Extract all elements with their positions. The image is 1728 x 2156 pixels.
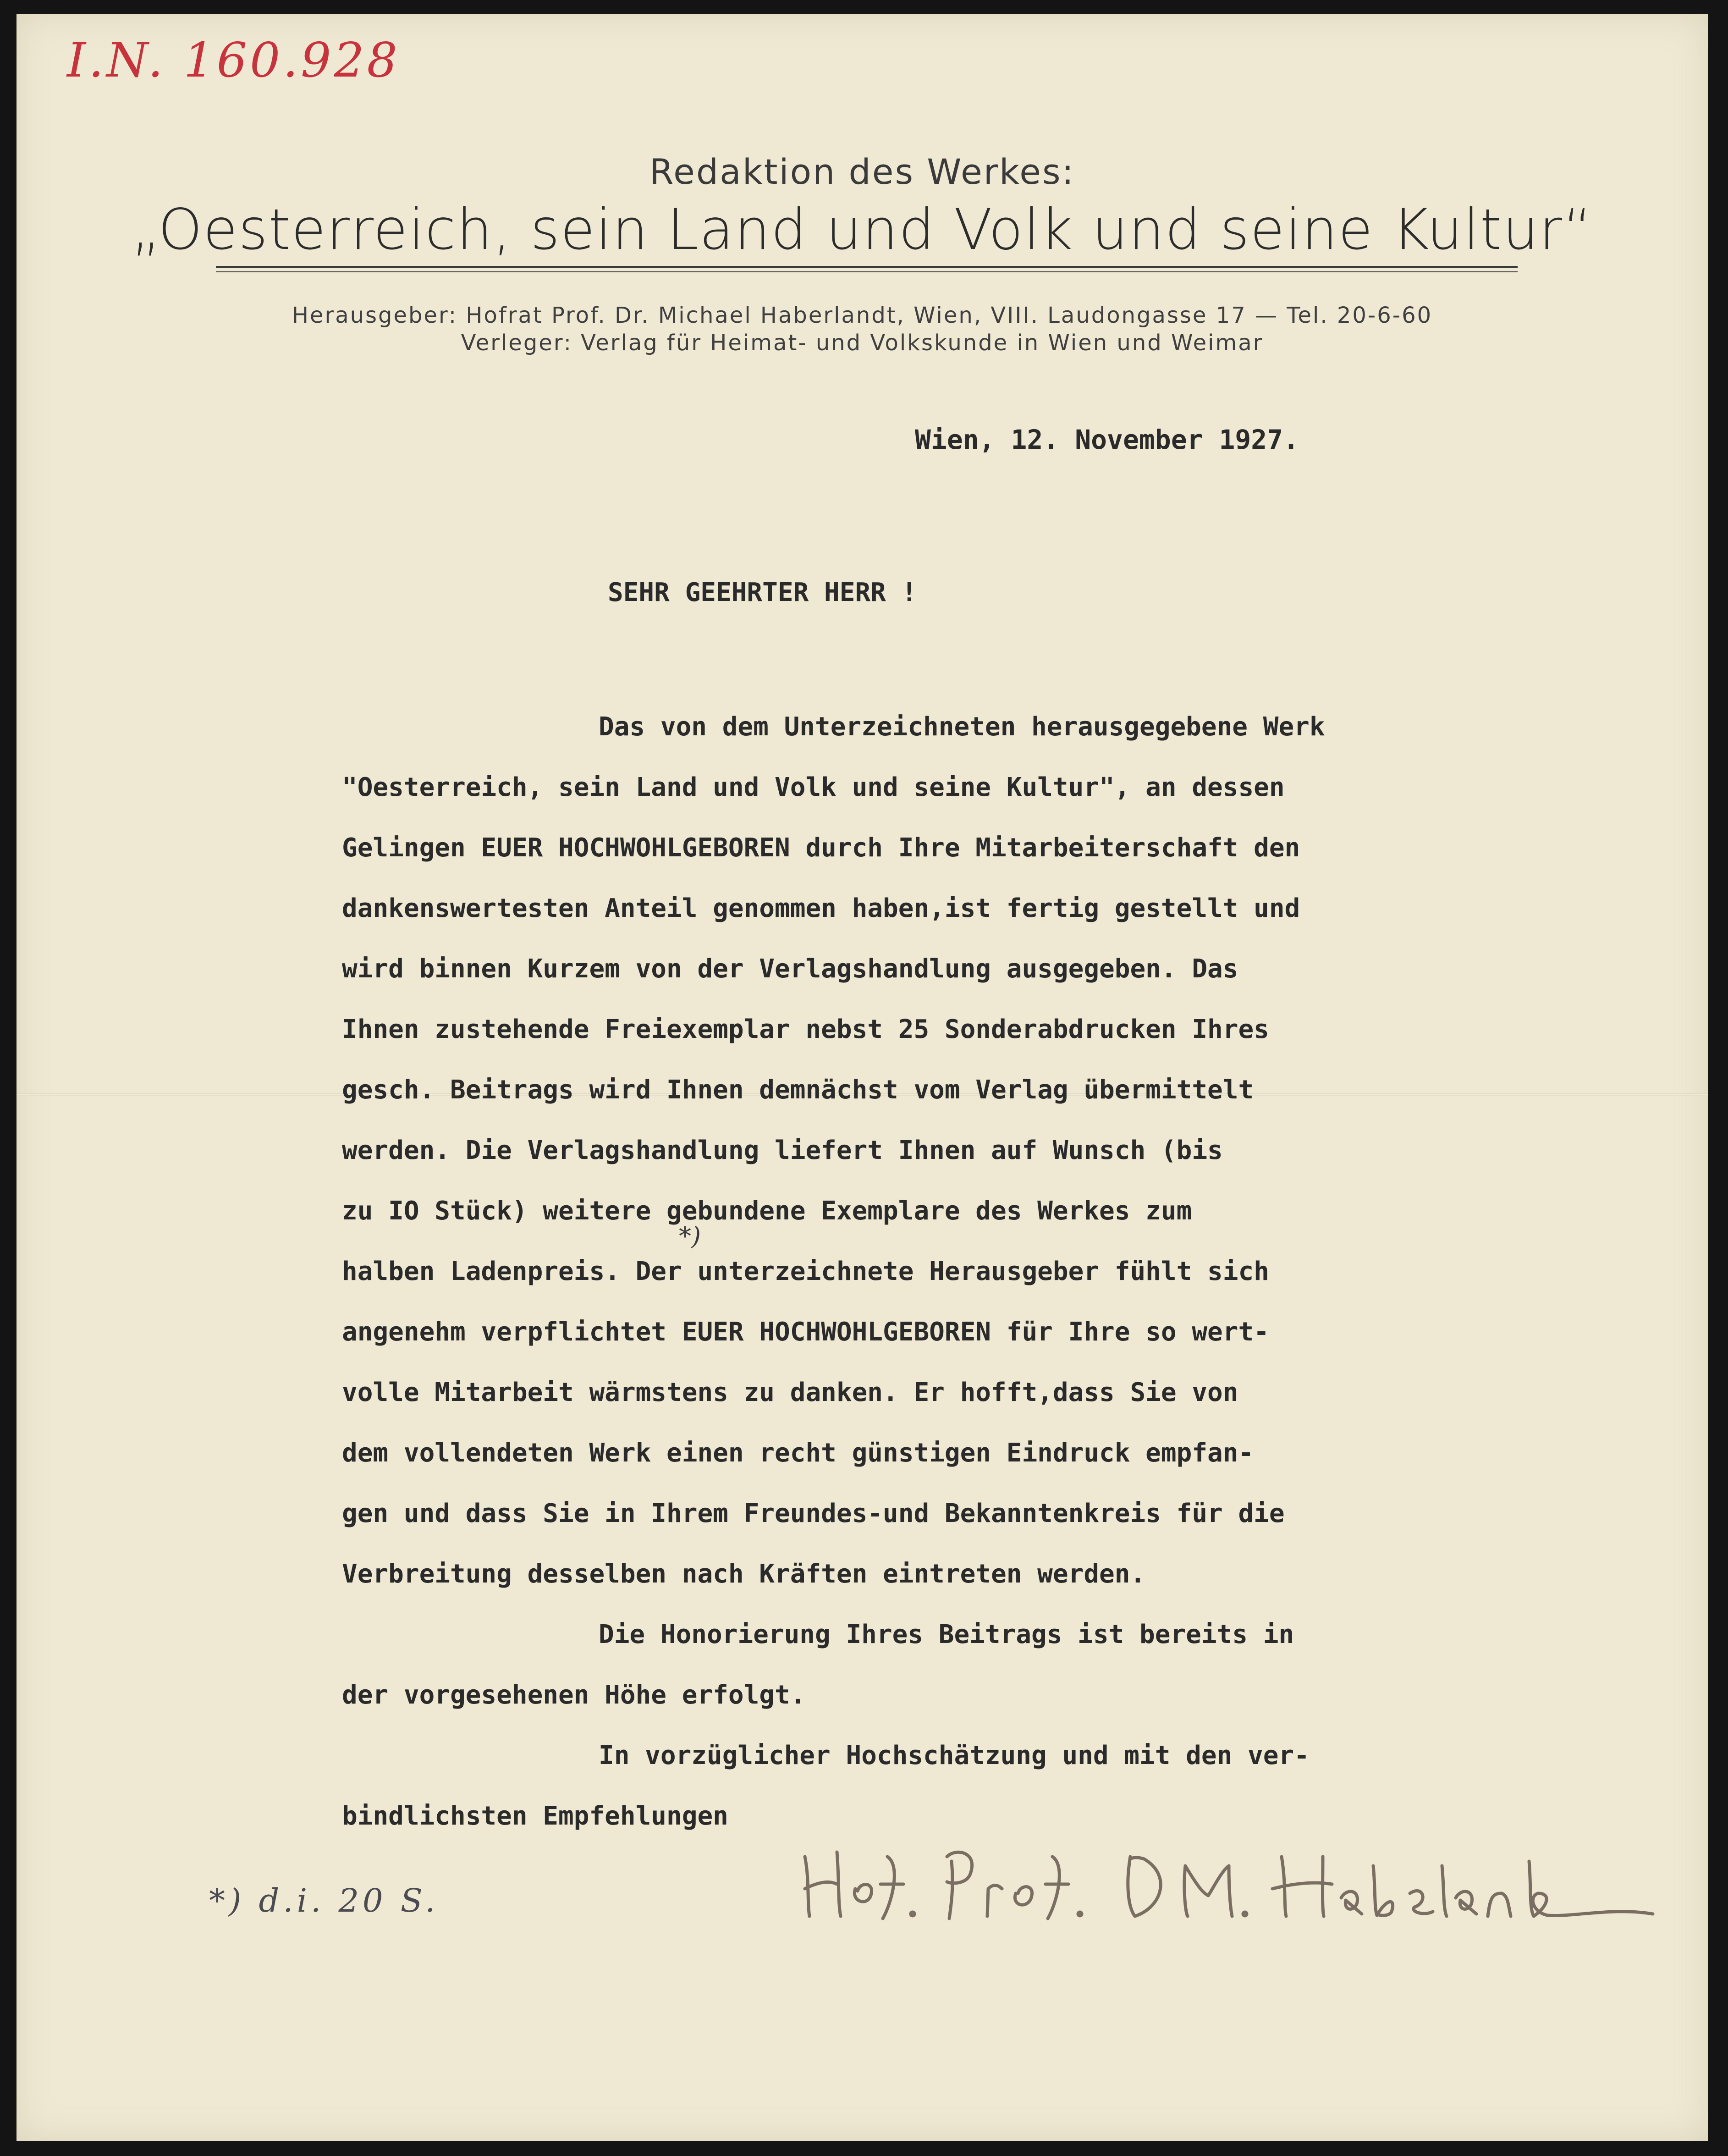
body-line: werden. Die Verlagshandlung liefert Ihnen auf Wunsch (bis xyxy=(342,1136,1223,1165)
letter-body xyxy=(342,697,1515,1847)
body-line: In vorzüglicher Hochschätzung und mit den ver- xyxy=(599,1741,1310,1770)
handwritten-footnote: *) d.i. 20 S. xyxy=(209,1882,439,1919)
body-line: der vorgesehenen Höhe erfolgt. xyxy=(342,1680,806,1710)
letter-date: Wien, 12. November 1927. xyxy=(915,424,1299,455)
body-line: Ihnen zustehende Freiexemplar nebst 25 Sonderabdrucken Ihres xyxy=(342,1015,1269,1044)
salutation: SEHR GEEHRTER HERR ! xyxy=(608,578,917,607)
body-line: zu IO Stück) weitere gebundene Exemplare des Werkes zum xyxy=(342,1196,1192,1226)
body-line: dem vollendeten Werk einen recht günstigen Eindruck empfan- xyxy=(342,1438,1254,1468)
handwritten-signature xyxy=(796,1838,1667,1921)
letterhead-rule-thin xyxy=(216,271,1518,272)
body-line: wird binnen Kurzem von der Verlagshandlung ausgegeben. Das xyxy=(342,954,1238,984)
letterhead-editorial-line: Redaktion des Werkes: xyxy=(649,151,1075,192)
body-line: angenehm verpflichtet EUER HOCHWOHLGEBOREN für Ihre so wert- xyxy=(342,1317,1269,1347)
body-line: gen und dass Sie in Ihrem Freundes-und Bekanntenkreis für die xyxy=(342,1499,1285,1528)
body-line: Die Honorierung Ihres Beitrags ist bereits in xyxy=(599,1620,1294,1649)
body-line: bindlichsten Empfehlungen xyxy=(342,1801,728,1831)
body-line: dankenswertesten Anteil genommen haben,ist fertig gestellt und xyxy=(342,893,1300,923)
body-line: gesch. Beitrags wird Ihnen demnächst vom Verlag übermittelt xyxy=(342,1075,1254,1105)
letterhead-rule xyxy=(216,266,1518,268)
letterhead-printer: Verleger: Verlag für Heimat- und Volkskunde in Wien und Weimar xyxy=(461,330,1264,356)
letterhead-title: „Oesterreich, sein Land und Volk und seine Kultur“ xyxy=(131,197,1593,262)
body-line: Das von dem Unterzeichneten herausgegebene Werk xyxy=(599,712,1325,742)
body-line: halben Ladenpreis. Der unterzeichnete Herausgeber fühlt sich xyxy=(342,1257,1269,1286)
body-line: Gelingen EUER HOCHWOHLGEBOREN durch Ihre Mitarbeiterschaft den xyxy=(342,833,1300,863)
footnote-marker: *) xyxy=(679,1222,701,1251)
body-line: volle Mitarbeit wärmstens zu danken. Er hofft,dass Sie von xyxy=(342,1378,1238,1407)
archive-number: I.N. 160.928 xyxy=(67,32,400,88)
letterhead-publisher: Herausgeber: Hofrat Prof. Dr. Michael Haberlandt, Wien, VIII. Laudongasse 17 — Tel. 20-6-60 xyxy=(292,303,1433,328)
letter-page xyxy=(17,14,1708,2141)
body-line: "Oesterreich, sein Land und Volk und seine Kultur", an dessen xyxy=(342,772,1285,802)
body-line: Verbreitung desselben nach Kräften eintreten werden. xyxy=(342,1559,1146,1589)
